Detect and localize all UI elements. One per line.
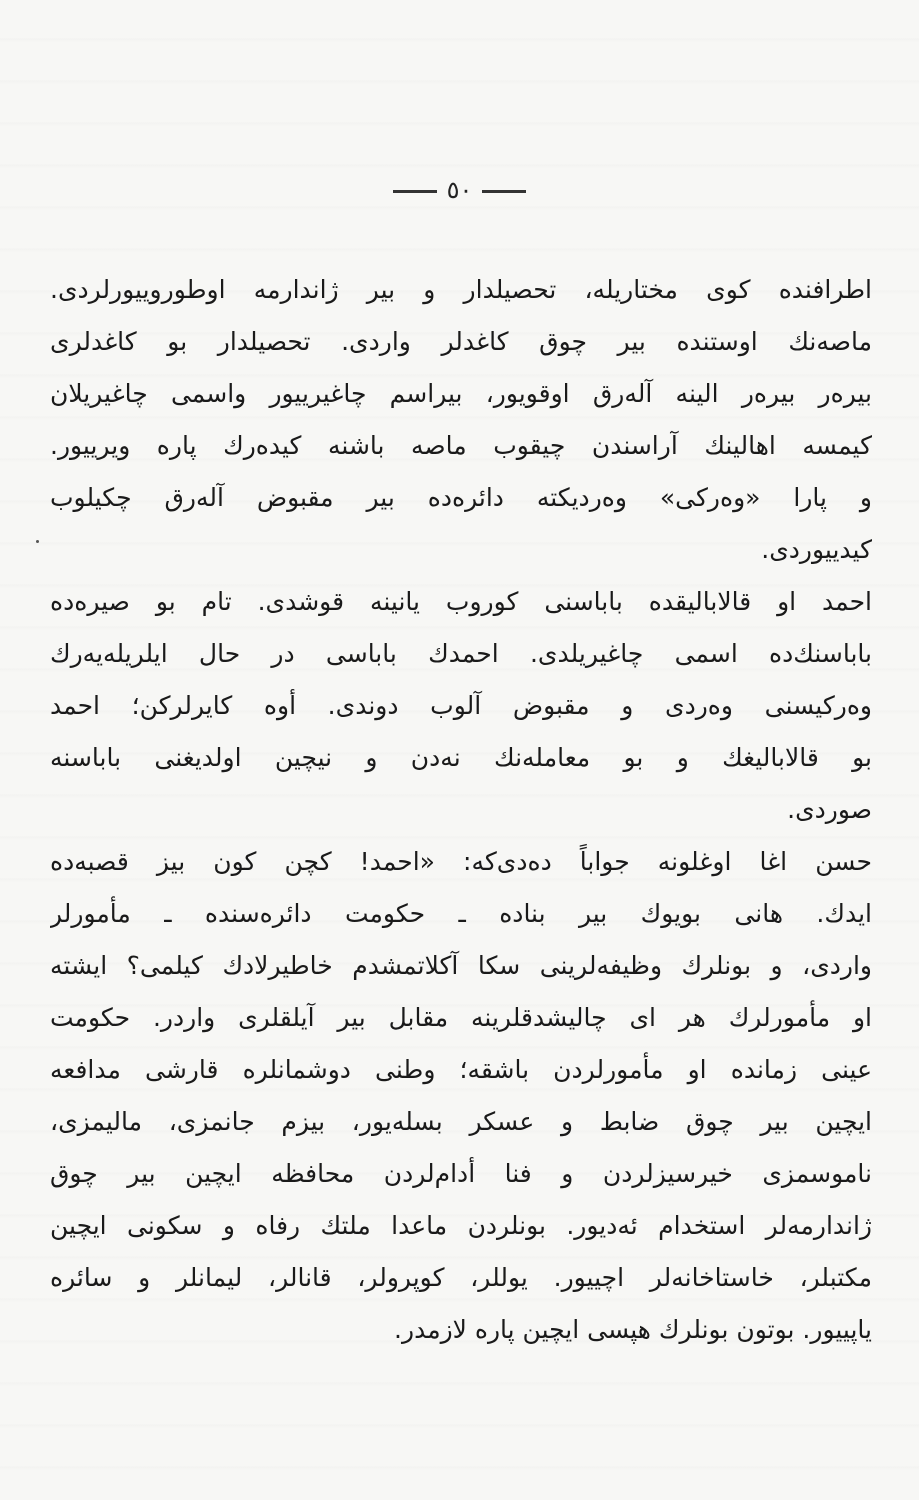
page-number (0, 176, 919, 204)
paragraph-end-line: ياپييور. بوتون بونلرك هپسى ايچين پاره لازمدر. (394, 1315, 872, 1344)
body-text (50, 264, 872, 1356)
text-line: مكتبلر، خاستاخانه‌لر اچييور. يوللر، كوپرولر، قانالر، ليمانلر و سائره (50, 1263, 872, 1292)
text-line: وه‌ركيسنى وه‌ردى و مقبوض آلوب دوندى. أوه كايرلركن؛ احمد (50, 691, 872, 720)
text-line: باباسنك‌ده اسمى چاغيريلدى. احمدك باباسى در حال ايلريله‌يه‌رك (50, 639, 872, 668)
text-line: كيمسه اهالينك آراسندن چيقوب ماصه باشنه كيده‌رك پاره ويرييور. (50, 431, 872, 460)
stray-ink-mark (36, 540, 39, 543)
text-line: حسن اغا اوغلونه جواباً ده‌دى‌كه: «احمد! كچن كون بيز قصبه‌ده (50, 847, 872, 876)
text-line: او مأمورلرك هر اى چاليشدقلرينه مقابل بير آيلقلرى واردر. حكومت (50, 1003, 872, 1032)
text-line: اطرافنده كوى مختاريله، تحصيلدار و بير ژاندارمه اوطوروييورلردى. (50, 275, 872, 304)
text-line: بو قالاباليغك و بو معامله‌نك نه‌دن و نيچين اولديغنى باباسنه (50, 743, 872, 772)
text-line: ناموسمزى خيرسيزلردن و فنا أدام‌لردن محافظه ايچين بير چوق (50, 1159, 872, 1188)
paragraph-end-line: كيدييوردى. (761, 535, 872, 564)
text-line: ژاندارمه‌لر استخدام ئه‌ديور. بونلردن ماعدا ملتك رفاه و سكونى ايچين (50, 1211, 872, 1240)
page-number-left-dash (393, 190, 437, 193)
text-line: و پارا «وه‌ركى» وه‌رديكته دائره‌ده بير مقبوض آله‌رق چكيلوب (50, 483, 872, 512)
text-line: واردى، و بونلرك وظيفه‌لرينى سكا آكلاتمشدم خاطيرلادك‌ كيلمى؟ ايشته (50, 951, 872, 980)
text-line: ايچين بير چوق ضابط و عسكر بسله‌يور، بيزم جانمزى، ماليمزى، (50, 1107, 872, 1136)
text-line: عينى زمانده او مأمورلردن باشقه؛ وطنى دوشمانلره قارشى مدافعه (50, 1055, 872, 1084)
page-number-right-dash (482, 190, 526, 193)
text-line: احمد او قالاباليقده باباسنى كوروب يانينه قوشدى. تام بو صيره‌ده (50, 587, 872, 616)
text-line: ايدك. هانى بويوك بير بناده ـ حكومت دائره‌سنده ـ مأمورلر (50, 899, 872, 928)
paragraph-end-line: صوردى. (787, 795, 872, 824)
page-number-value: ٥٠ (446, 176, 473, 204)
text-line: بيره‌ر بيره‌ر الينه آله‌رق اوقويور، بيراسم چاغيرييور واسمى چاغيريلان (50, 379, 872, 408)
text-line: ماصه‌نك اوستنده بير چوق كاغدلر واردى. تحصيلدار بو كاغدلرى (50, 327, 872, 356)
